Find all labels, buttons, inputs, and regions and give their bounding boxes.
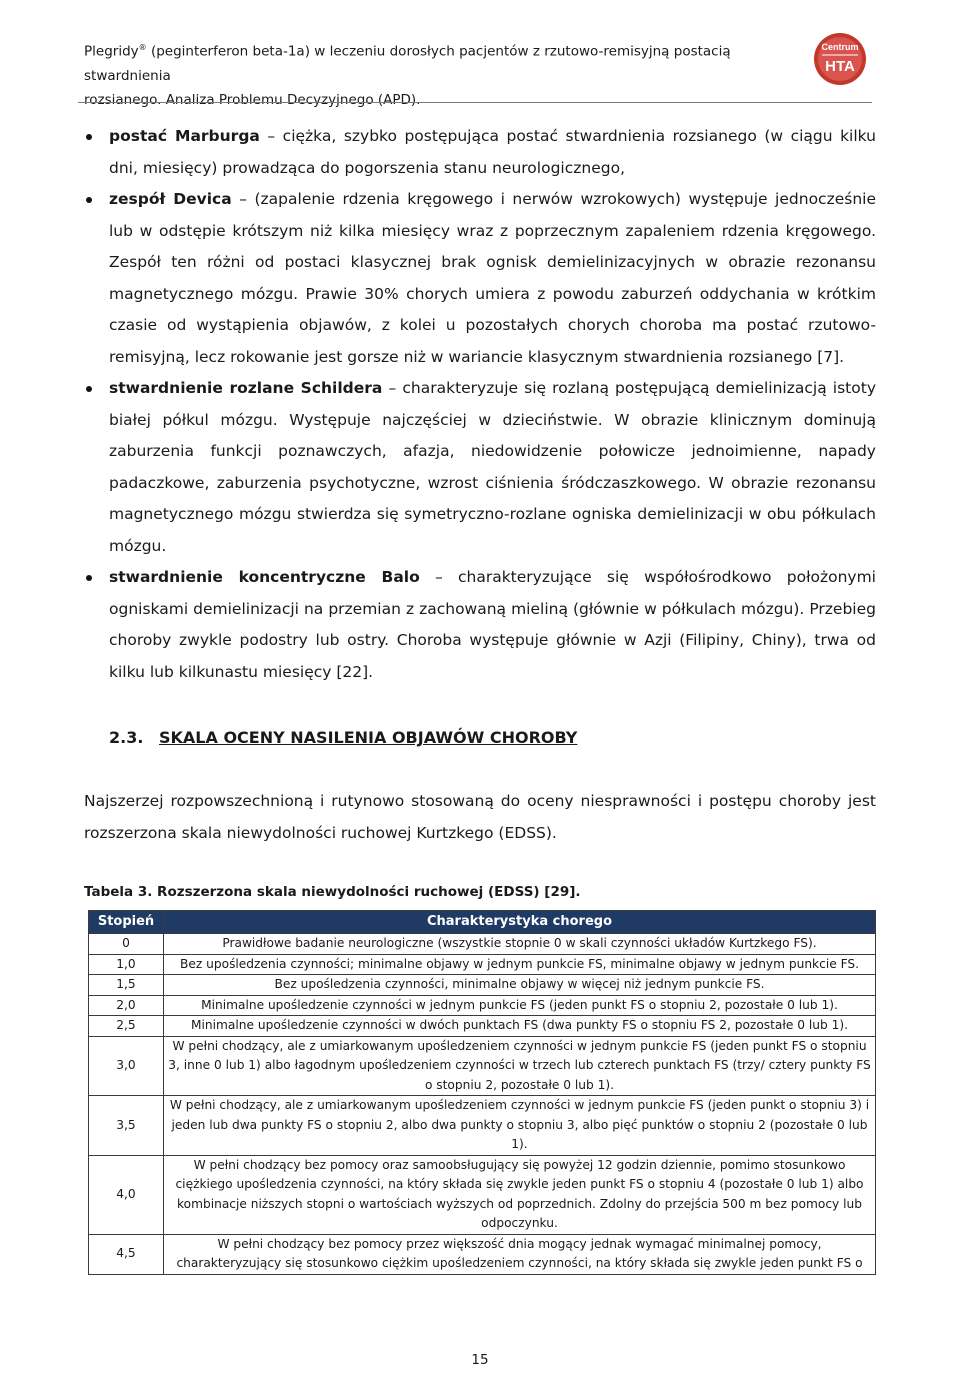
column-header-description: Charakterystyka chorego xyxy=(164,911,876,934)
centrum-hta-logo xyxy=(812,31,868,87)
table-row xyxy=(89,995,876,1016)
description-cell: W pełni chodzący bez pomocy oraz samoobsługujący się powyżej 12 godzin dziennie, pomimo stosunkowo ciężkiego upośledzenia czynności, na który składa się zwykle jeden punkt FS o stopniu 4 (pozostałe 0 lub 1) albo kombinacje niższych stopni o wartościach wyższych od poprzednich. Zdolny do przejścia 500 m bez pomocy lub odpoczynku. xyxy=(164,1155,876,1234)
grade-cell: 0 xyxy=(89,934,164,955)
grade-cell: 3,5 xyxy=(89,1096,164,1156)
logo-icon xyxy=(812,31,868,87)
table-row xyxy=(89,1234,876,1274)
registered-mark: ® xyxy=(138,43,147,52)
description-cell: Bez upośledzenia czynności, minimalne objawy w więcej niż jednym punkcie FS. xyxy=(164,975,876,996)
description-cell: W pełni chodzący, ale z umiarkowanym upośledzeniem czynności w jednym punkcie FS (jeden punkt o stopniu 3) i jeden lub dwa punkty FS o stopniu 2, albo dwa punkty o stopniu 3, albo pięć punktów o stopniu 2 (pozostałe 0 lub 1). xyxy=(164,1096,876,1156)
list-item-term: postać Marburga xyxy=(109,127,260,145)
list-item xyxy=(84,121,876,184)
grade-cell: 1,0 xyxy=(89,954,164,975)
grade-cell: 4,0 xyxy=(89,1155,164,1234)
list-item-term: stwardnienie rozlane Schildera xyxy=(109,379,383,397)
list-item-term: zespół Devica xyxy=(109,190,232,208)
description-cell: Minimalne upośledzenie czynności w jednym punkcie FS (jeden punkt FS o stopniu 2, pozostałe 0 lub 1). xyxy=(164,995,876,1016)
description-cell: Prawidłowe badanie neurologiczne (wszystkie stopnie 0 w skali czynności układów Kurtzkego FS). xyxy=(164,934,876,955)
list-item xyxy=(84,373,876,562)
table-row xyxy=(89,1096,876,1156)
body-paragraph: Najszerzej rozpowszechnioną i rutynowo stosowaną do oceny niesprawności i postępu choroby jest rozszerzona skala niewydolności ruchowej Kurtzkego (EDSS). xyxy=(84,792,876,842)
edss-table xyxy=(88,910,876,1275)
table-row xyxy=(89,1155,876,1234)
header-line-1 xyxy=(84,36,804,88)
description-cell: Bez upośledzenia czynności; minimalne objawy w jednym punkcie FS, minimalne objawy w jednym punkcie FS. xyxy=(164,954,876,975)
description-cell: W pełni chodzący bez pomocy przez większość dnia mogący jednak wymagać minimalnej pomocy, charakteryzujący się stosunkowo ciężkim upośledzeniem czynności, na który składa się zwykle jeden punkt FS o xyxy=(164,1234,876,1274)
table-row xyxy=(89,1016,876,1037)
table-row xyxy=(89,954,876,975)
table-row xyxy=(89,1036,876,1096)
header-product: Plegridy xyxy=(84,43,139,60)
page-header xyxy=(84,36,804,112)
header-divider xyxy=(78,102,872,103)
disease-forms-list xyxy=(84,121,876,688)
grade-cell: 2,5 xyxy=(89,1016,164,1037)
section-heading xyxy=(109,726,577,750)
list-item-text: – ciężka, szybko postępująca postać stwardnienia rozsianego (w ciągu kilku dni, miesięcy) prowadząca do pogorszenia stanu neurologicznego, xyxy=(109,127,876,177)
list-item xyxy=(84,562,876,688)
list-item xyxy=(84,184,876,373)
list-item-text: – (zapalenie rdzenia kręgowego i nerwów wzrokowych) występuje jednocześnie lub w odstępie krótszym niż kilka miesięcy wraz z poprzecznym zapaleniem rdzenia kręgowego. Zespół ten różni od postaci klasycznej brak ognisk demielinizacyjnych w obrazie rezonansu magnetycznego mózgu. Prawie 30% chorych umiera z powodu zaburzeń oddychania w krótkim czasie od wystąpienia objawów, z kolei u pozostałych chorych choroba ma postać rzutowo-remisyjną, lecz rokowanie jest gorsze niż w wariancie klasycznym stwardnienia rozsianego [7]. xyxy=(109,190,876,366)
edss-table-container xyxy=(88,910,876,1275)
page-number: 15 xyxy=(471,1352,489,1368)
header-line-2: rozsianego. Analiza Problemu Decyzyjnego (APD). xyxy=(84,91,421,108)
description-cell: W pełni chodzący, ale z umiarkowanym upośledzeniem czynności w jednym punkcie FS (jeden punkt FS o stopniu 3, inne 0 lub 1) albo łagodnym upośledzeniem czynności w trzech lub czterech punktach FS (trzy/ cztery punkty FS o stopniu 2, pozostałe 0 lub 1). xyxy=(164,1036,876,1096)
column-header-grade: Stopień xyxy=(89,911,164,934)
list-item-text: – charakteryzujące się współośrodkowo położonymi ogniskami demielinizacji na przemian z zachowaną mieliną (głównie w półkulach mózgu). Przebieg choroby zwykle podostry lub ostry. Choroba występuje głównie w Azji (Filipiny, Chiny), trwa od kilku lub kilkunastu miesięcy [22]. xyxy=(109,568,876,681)
table-caption: Tabela 3. Rozszerzona skala niewydolności ruchowej (EDSS) [29]. xyxy=(84,884,581,900)
grade-cell: 2,0 xyxy=(89,995,164,1016)
grade-cell: 1,5 xyxy=(89,975,164,996)
logo-bottom-text: HTA xyxy=(825,58,855,75)
section-title: SKALA OCENY NASILENIA OBJAWÓW CHOROBY xyxy=(159,728,578,747)
description-cell: Minimalne upośledzenie czynności w dwóch punktach FS (dwa punkty FS o stopniu FS 2, pozostałe 0 lub 1). xyxy=(164,1016,876,1037)
header-title-rest: (peginterferon beta-1a) w leczeniu dorosłych pacjentów z rzutowo-remisyjną postacią stwardnienia xyxy=(84,43,731,84)
logo-top-text: Centrum xyxy=(821,42,859,52)
list-item-term: stwardnienie koncentryczne Balo xyxy=(109,568,420,586)
table-header-row xyxy=(89,911,876,934)
section-number: 2.3. xyxy=(109,728,144,747)
table-row xyxy=(89,934,876,955)
grade-cell: 3,0 xyxy=(89,1036,164,1096)
grade-cell: 4,5 xyxy=(89,1234,164,1274)
table-row xyxy=(89,975,876,996)
list-item-text: – charakteryzuje się rozlaną postępującą demielinizacją istoty białej półkul mózgu. Występuje najczęściej w dzieciństwie. W obrazie klinicznym dominują zaburzenia funkcji poznawczych, afazja, niedowidzenie połowicze jednoimienne, napady padaczkowe, zaburzenia psychotyczne, wzrost ciśnienia śródczaszkowego. W obrazie rezonansu magnetycznego mózgu stwierdza się symetryczno-rozlane ogniska demielinizacji w obu półkulach mózgu. xyxy=(109,379,876,555)
